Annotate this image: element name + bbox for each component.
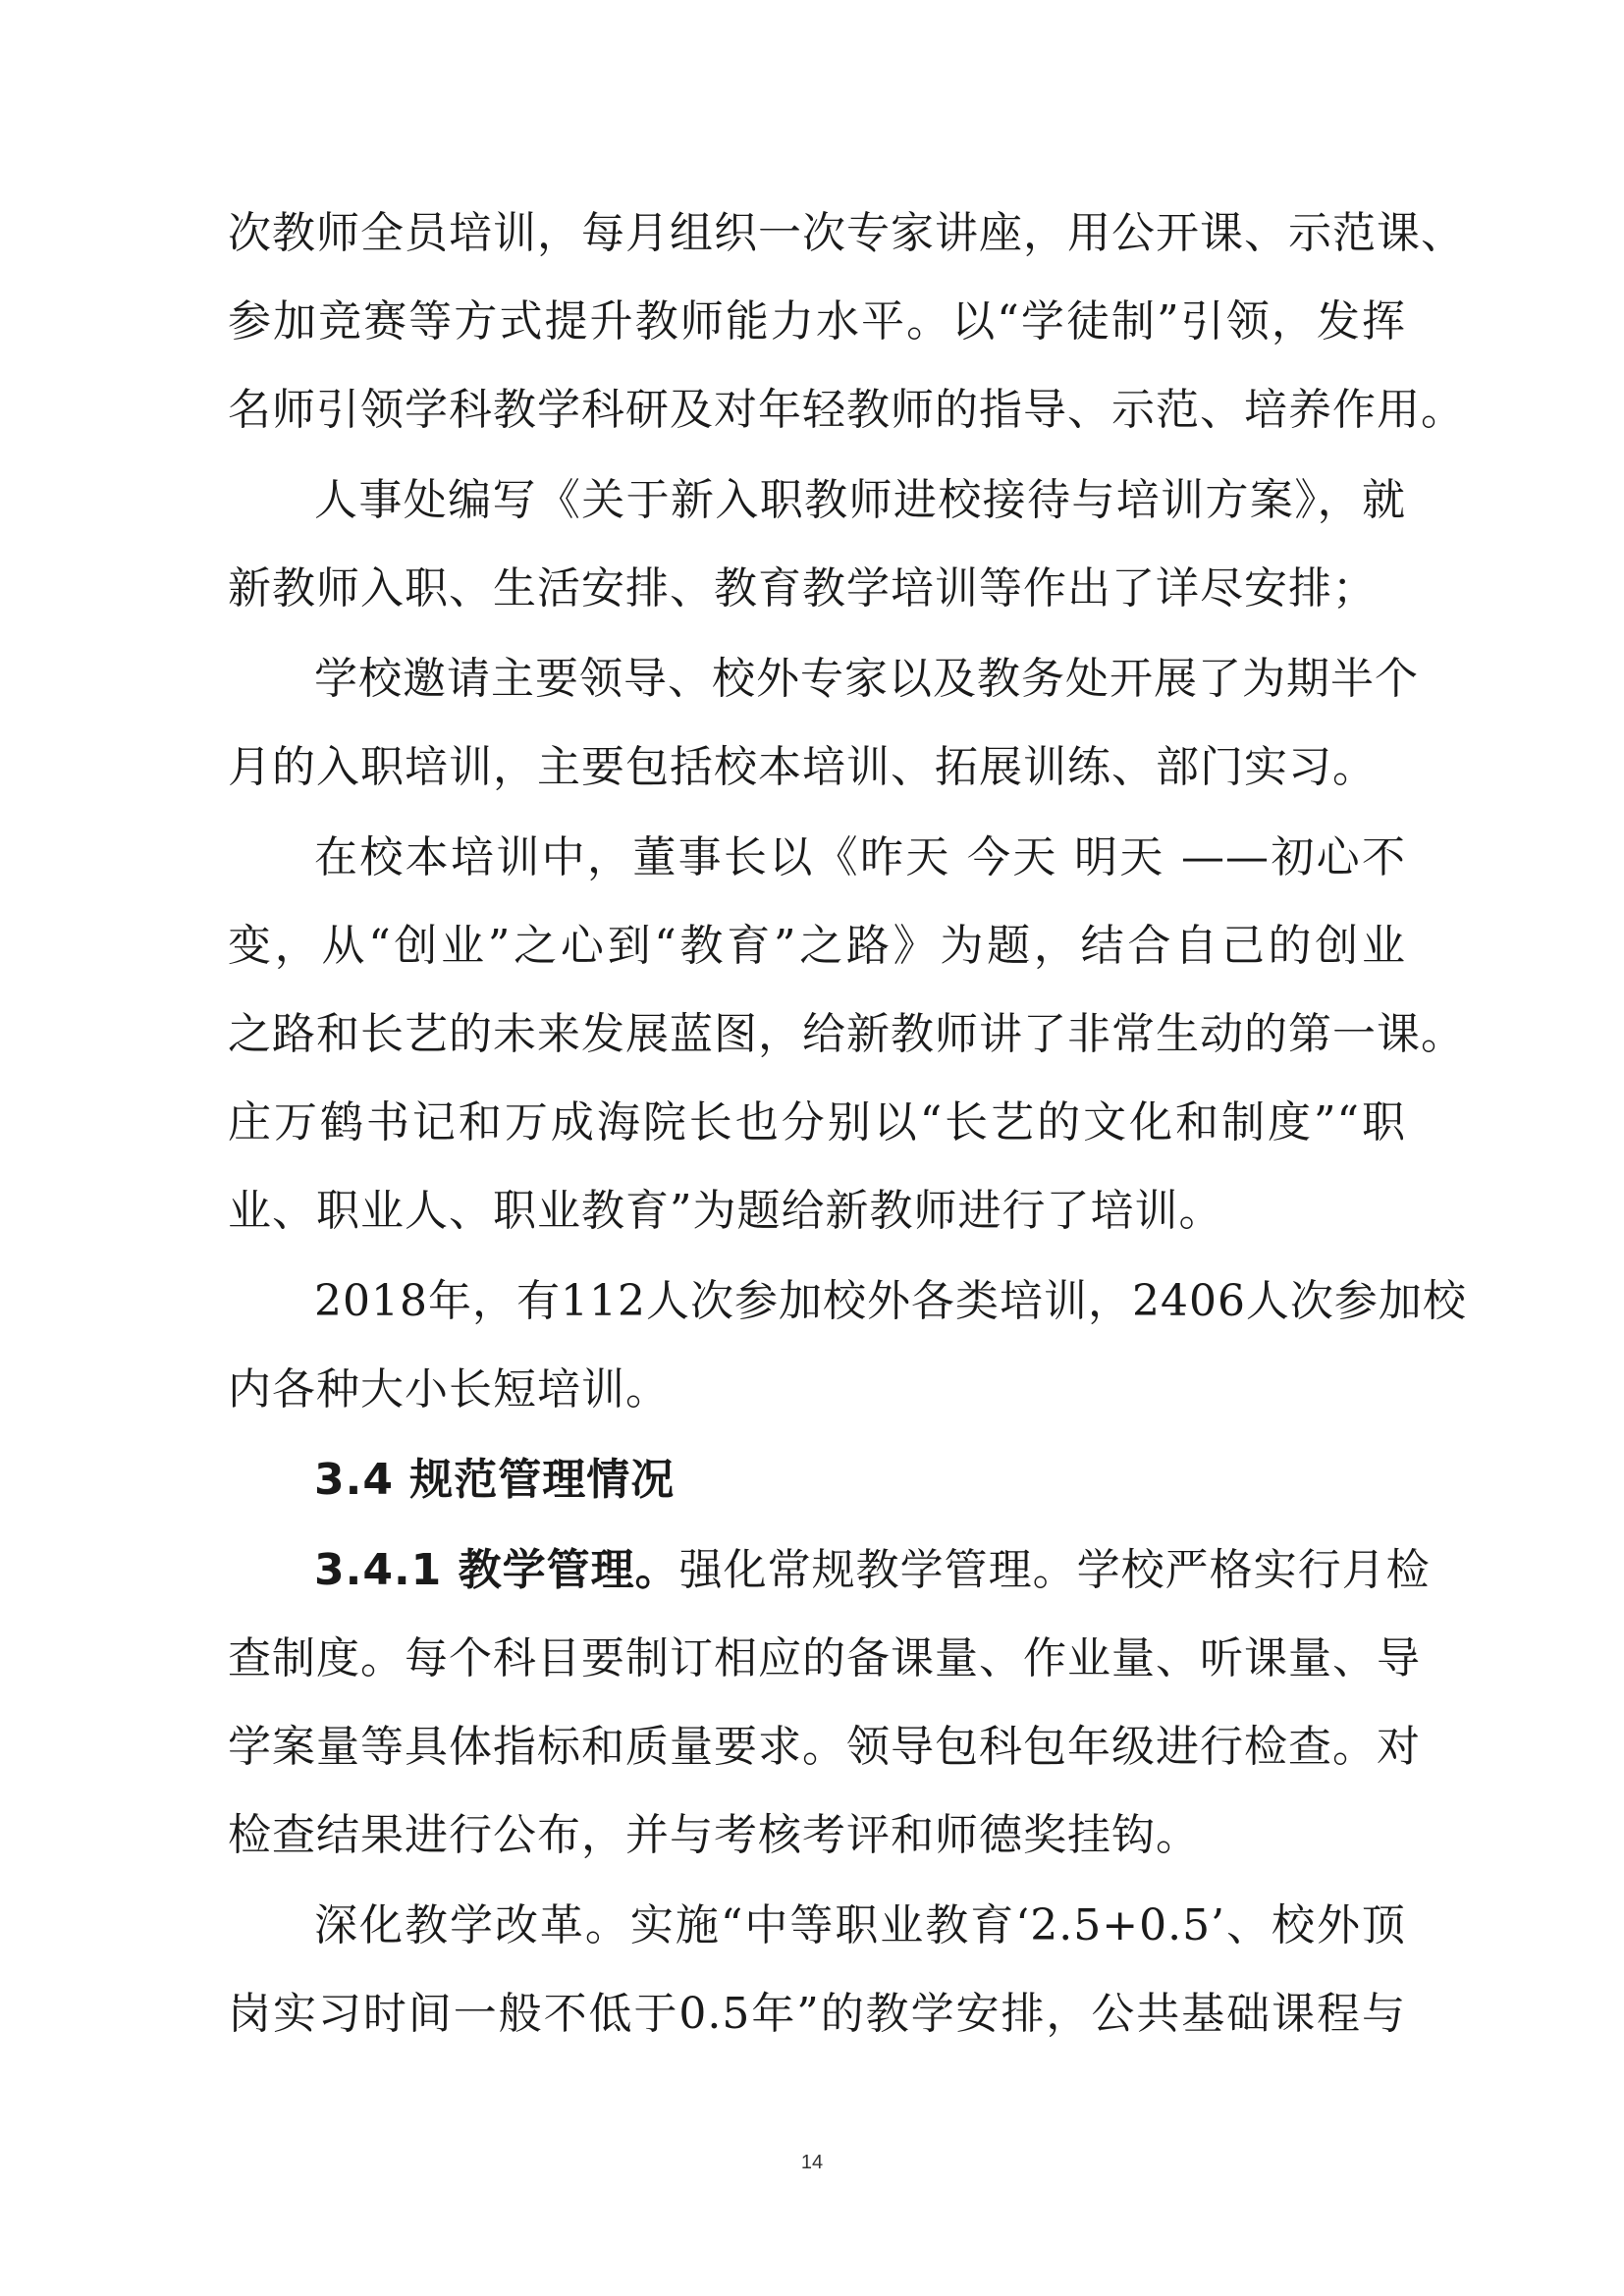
subsection-heading: 3.4.1 教学管理。	[314, 1545, 679, 1595]
page-number: 14	[800, 2152, 824, 2173]
section-heading: 3.4 规范管理情况	[314, 1455, 676, 1505]
text-line: 检查结果进行公布，并与考核考评和师德奖挂钩。	[228, 1810, 1200, 1860]
text-line: 学校邀请主要领导、校外专家以及教务处开展了为期半个	[314, 654, 1419, 704]
text-line: 新教师入职、生活安排、教育教学培训等作出了详尽安排；	[228, 563, 1377, 614]
text-line: 变，从“创业”之心到“教育”之路》为题，结合自己的创业	[228, 921, 1406, 971]
text-line: 业、职业人、职业教育”为题给新教师进行了培训。	[228, 1186, 1223, 1236]
text-line: 学案量等具体指标和质量要求。领导包科包年级进行检查。对	[228, 1722, 1421, 1772]
text-line: 人事处编写《关于新入职教师进校接待与培训方案》，就	[314, 475, 1406, 525]
text-line: 月的入职培训，主要包括校本培训、拓展训练、部门实习。	[228, 742, 1377, 792]
text-line	[228, 1541, 1431, 1600]
text-line: 深化教学改革。实施“中等职业教育‘2.5+0.5’、校外顶	[314, 1900, 1406, 1950]
text-line: 内各种大小长短培训。	[228, 1364, 670, 1415]
text-line: 岗实习时间一般不低于0.5年”的教学安排，公共基础课程与	[228, 1989, 1406, 2039]
text-line: 庄万鹤书记和万成海院长也分别以“长艺的文化和制度”“职	[228, 1097, 1406, 1148]
text-line: 在校本培训中，董事长以《昨天 今天 明天 ——初心不	[314, 832, 1406, 882]
text-line: 查制度。每个科目要制订相应的备课量、作业量、听课量、导	[228, 1633, 1421, 1683]
text-line: 之路和长艺的未来发展蓝图，给新教师讲了非常生动的第一课。	[228, 1009, 1465, 1059]
text-line: 2018年，有112人次参加校外各类培训，2406人次参加校	[314, 1276, 1467, 1326]
text-line: 参加竞赛等方式提升教师能力水平。以“学徒制”引领，发挥	[228, 296, 1406, 347]
text-span: 强化常规教学管理。学校严格实行月检	[678, 1545, 1431, 1595]
text-line: 名师引领学科教学科研及对年轻教师的指导、示范、培养作用。	[228, 385, 1465, 435]
text-line: 次教师全员培训，每月组织一次专家讲座，用公开课、示范课、	[228, 208, 1465, 258]
